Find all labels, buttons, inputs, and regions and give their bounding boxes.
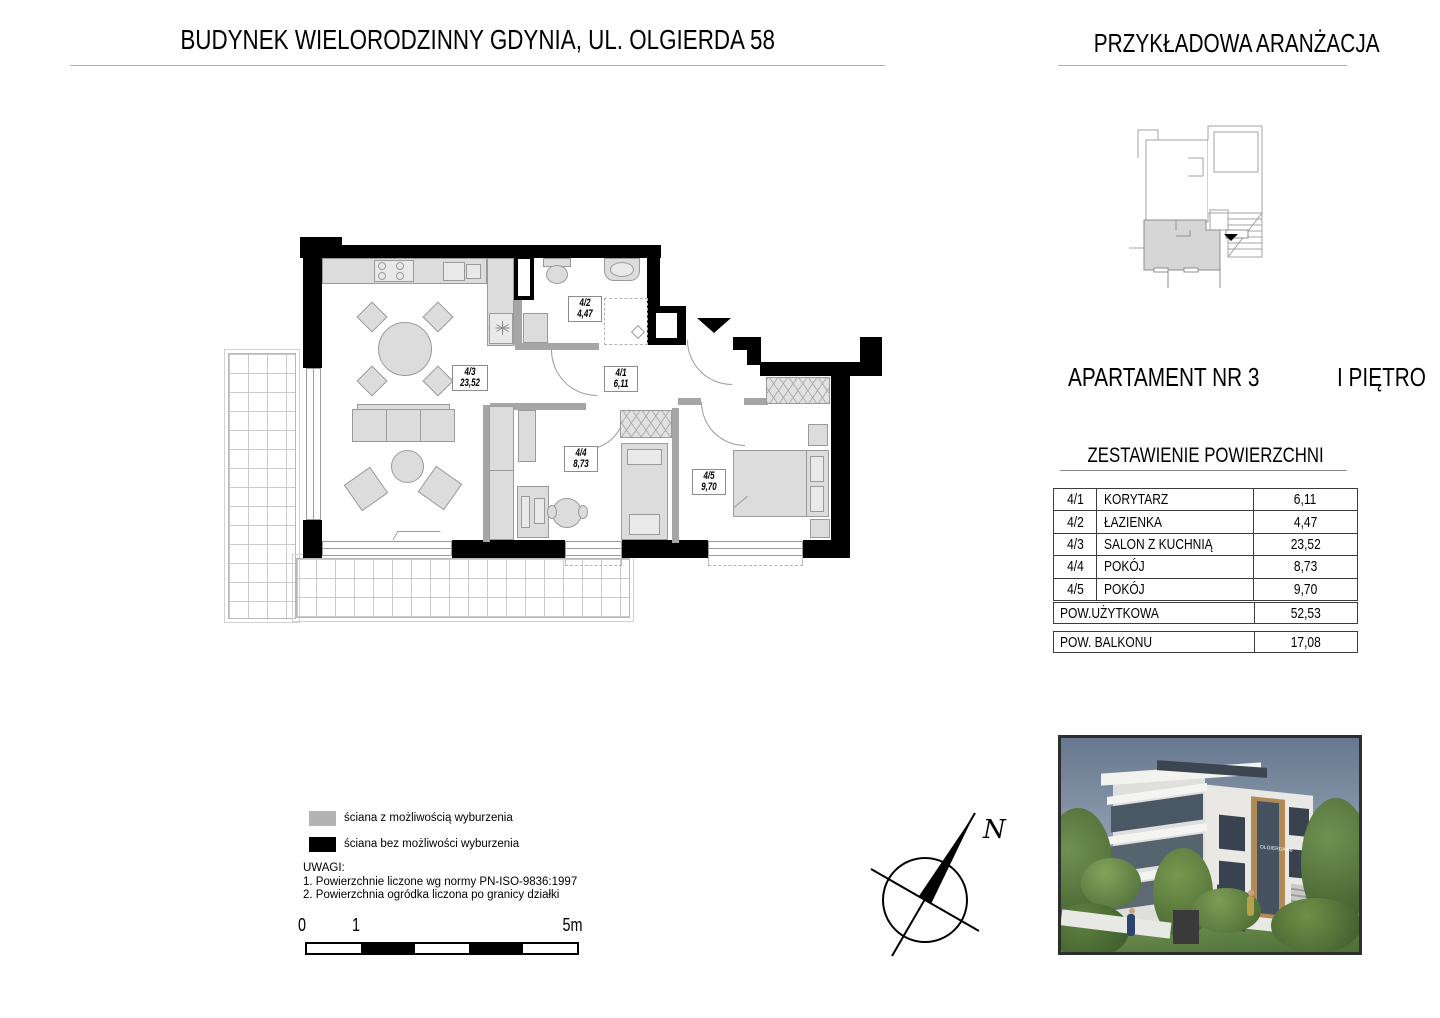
terrace-grid-bottom: [296, 558, 630, 618]
window-dark: [1219, 815, 1245, 852]
nightstand: [808, 424, 828, 446]
facade-sign: OLGIERDA 58: [1260, 844, 1293, 854]
note-line: 1. Powierzchnie liczone wg normy PN-ISO-9836:1997: [303, 876, 578, 888]
building-photo: [1058, 735, 1362, 955]
door-arc-entrance: [687, 340, 732, 385]
legend-item: ściana bez możliwości wyburzenia: [344, 838, 520, 850]
partition: [672, 408, 679, 543]
apartment-floor: I PIĘTRO: [1337, 362, 1427, 392]
shelf-44: [518, 410, 536, 462]
balcony-door: [565, 541, 622, 556]
table-row: 4/5 POKÓJ 9,70: [1054, 578, 1357, 600]
threshold: [565, 556, 622, 566]
wall-segment: [747, 348, 761, 365]
wardrobe-hatched: [766, 377, 830, 404]
nightstand: [810, 519, 830, 538]
wall-segment: [647, 247, 660, 311]
areas-title: ZESTAWIENIE POWIERZCHNI: [1087, 444, 1324, 467]
entrance-arrow: [697, 318, 731, 333]
pillow: [810, 456, 824, 482]
summary-balcony-area: POW. BALKONU 17,08: [1053, 631, 1358, 653]
gate: [1173, 910, 1199, 944]
chair: [356, 301, 387, 332]
burner: [396, 272, 404, 280]
wardrobe-44: [489, 406, 514, 540]
kitchen-drainer: [466, 264, 481, 279]
bed-foot: [629, 514, 660, 535]
wall-segment: [860, 337, 882, 365]
wall-segment: [303, 252, 322, 368]
window: [322, 541, 452, 556]
chair-arm: [547, 505, 557, 519]
partition: [514, 300, 522, 345]
wall-segment: [803, 540, 850, 558]
coffee-table: [391, 450, 424, 483]
summary-usable-area: POW.UŻYTKOWA 52,53: [1053, 602, 1358, 624]
chair: [422, 301, 453, 332]
dining-table: [378, 322, 432, 376]
wardrobe-divider: [490, 470, 513, 471]
legend-item: ściana z możliwością wyburzenia: [344, 812, 513, 824]
room-label-44: 4/4 8,73: [564, 446, 598, 472]
scale-label-0: 0: [298, 915, 307, 935]
room-label-42: 4/2 4,47: [568, 296, 602, 322]
table-row: 4/1 KORYTARZ 6,11: [1054, 489, 1357, 510]
note-line: 2. Powierzchnia ogródka liczona po granicy działki: [303, 889, 560, 901]
appliance-symbol: [495, 321, 509, 335]
partition: [515, 343, 599, 350]
window: [708, 541, 803, 556]
room-label-45: 4/5 9,70: [692, 469, 726, 495]
wall-segment: [303, 245, 661, 258]
burner: [378, 262, 386, 270]
floor-mark: [392, 531, 440, 540]
pillow: [627, 449, 662, 465]
shaft-void: [518, 259, 530, 296]
compass-north-label: N: [983, 815, 1006, 845]
wall-segment: [303, 520, 322, 558]
terrace-grid-left: [228, 353, 296, 619]
person-head: [1129, 908, 1135, 914]
legend-swatch-black: [309, 837, 336, 852]
wardrobe-hatched: [620, 410, 672, 438]
burner: [378, 272, 386, 280]
monitor: [521, 496, 530, 528]
partition: [678, 398, 701, 405]
apartment-name: APARTAMENT NR 3: [1068, 362, 1260, 392]
desk-drawer: [534, 498, 545, 524]
bush: [1081, 858, 1141, 908]
bush: [1271, 898, 1361, 953]
pillow: [810, 486, 824, 512]
door-arc-room45: [701, 402, 745, 446]
chair: [422, 365, 453, 396]
armchair: [418, 466, 463, 511]
notes-title: UWAGI:: [303, 862, 345, 874]
burner: [396, 262, 404, 270]
armchair: [344, 467, 389, 512]
person: [1127, 914, 1135, 936]
kitchen-sink: [443, 262, 465, 281]
page-title-text: BUDYNEK WIELORODZINNY GDYNIA, UL. OLGIERDA 58: [180, 24, 775, 55]
toilet: [546, 265, 568, 284]
wall-segment: [622, 540, 708, 558]
wall-segment: [452, 540, 565, 558]
sofa-seam: [386, 410, 387, 441]
door-arc-room44: [585, 410, 625, 450]
glass-strip: [1257, 801, 1279, 915]
threshold: [708, 556, 803, 566]
scale-label-1: 1: [352, 915, 361, 935]
chair: [356, 365, 387, 396]
washer: [523, 313, 548, 343]
table-row: 4/4 POKÓJ 8,73: [1054, 555, 1357, 577]
scale-label-5m: 5m: [562, 915, 583, 935]
compass-rose: [855, 790, 1015, 990]
room-label-41: 4/1 6,11: [604, 366, 638, 392]
basin-bowl: [610, 262, 634, 277]
sofa: [352, 409, 455, 442]
door-arc-bathroom: [551, 350, 597, 396]
chair-arm: [578, 505, 588, 519]
shaft-void: [656, 313, 677, 338]
person: [1247, 896, 1254, 916]
table-row: 4/3 SALON Z KUCHNIĄ 23,52: [1054, 533, 1357, 555]
bed-seam: [806, 451, 807, 516]
legend-swatch-gray: [309, 811, 336, 826]
partition: [744, 398, 768, 405]
scale-bar: [305, 942, 579, 955]
table-row: 4/2 ŁAZIENKA 4,47: [1054, 510, 1357, 532]
window: [306, 368, 321, 520]
room-label-43: 4/3 23,52: [452, 365, 488, 391]
sofa-seam: [420, 410, 421, 441]
wall-segment: [831, 376, 850, 544]
person-head: [1248, 890, 1254, 896]
shower-area: [604, 298, 648, 345]
right-title: PRZYKŁADOWA ARANŻACJA: [1093, 28, 1380, 58]
